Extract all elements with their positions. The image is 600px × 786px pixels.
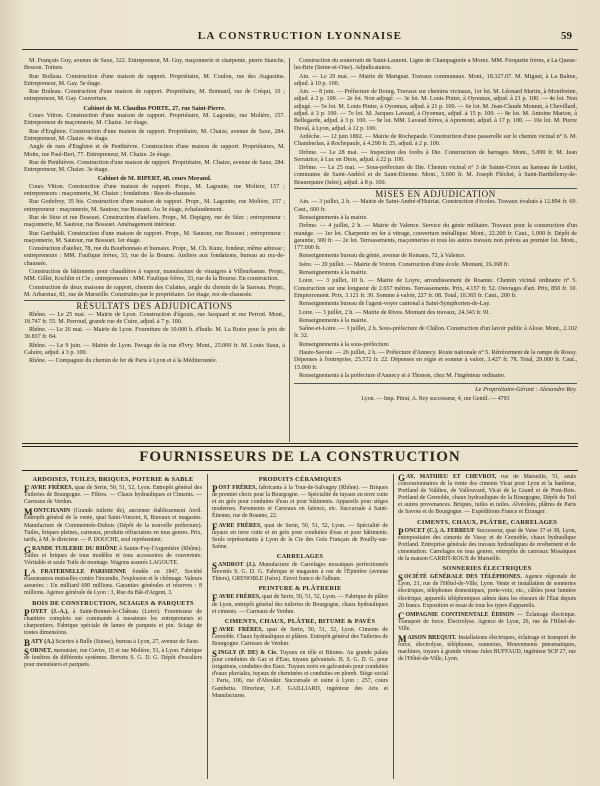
supplier-description: fabricants à la Tour-de-Salvagny (Rhône). — Briques de premier choix pour la Bourgogne. — Spécialité de tuyaux en terre cuite et en grès pour conduites d'eau et pour bâtiments. Appareils pour sièges modernes. Pavements et Carreaux en faïence, etc. Succursale à Saint-Étienne, rue de Roanne, 22. (212, 485, 388, 520)
supplier-listing (398, 474, 576, 517)
supplier-description: quai de Serin, 50, 51, 52, Lyon. Ciments de Grenoble. Chaux hydrauliques et plâtres. Entrepôt général des Tuileries de Bourgogne. Carreaux de Verdun. (212, 626, 388, 647)
suppliers-heading-rule (22, 470, 578, 471)
article-paragraph: Rue Boileau. Construction d'une maison de rapport. Propriétaire, M. Bonnard, rue de Créqui, 10 ; entrepreneur, M. Gay. Couverture. (24, 89, 285, 103)
article-paragraph: Rue Boileau. Construction d'une maison de rapport. Propriétaire, M. Coulon, rue des Augustins. Entrepreneur, M. Gay. 5e étage. (24, 73, 285, 87)
supplier-listing (212, 562, 388, 583)
drop-cap-initial: G (24, 544, 32, 555)
article-paragraph: Ain. — Le 29 mai. — Mairie de Marignat. Travaux communaux. Mont., 18.327.07. M. Miguet, à La Balme, adjud. à 10 p. 100. (294, 73, 577, 87)
supplier-name: AY, MATHIEU ET CHEVROT, (406, 474, 497, 480)
drop-cap-initial: F (212, 593, 218, 604)
supplier-listing (212, 594, 388, 615)
article-paragraph: M. François Guy, avenue de Saxe, 322. Entrepreneur, M. Guy, maçonnerie et charpente, pierre blanche, Besson. Toiture. (24, 58, 285, 72)
supplier-category-heading: SONNERIES ÉLECTRIQUES (442, 565, 532, 573)
article-paragraph: Rhône. — Le 9 juin. — Mairie de Lyon. Pavage de la rue d'Ivry. Mont., 25.000 fr. M. Louis Staut, à Caluire, adjud. à 3 p. 100. (24, 342, 285, 356)
section-heading: MISES EN ADJUDICATION (294, 188, 577, 198)
supplier-description: Successeur, quai de Vaise 37 et 38, Lyon, entrepositaire des ciments de Vassy et de Grenoble, chaux hydraulique Portland. Entreprise générale des travaux hydrauliques de revêtement et de cimentation. Carrelages en tous genres, entrepôts de carreaux Mosaïques de la maison CARRIT-ROUX de Marseille. (398, 527, 576, 563)
supplier-listing (398, 574, 576, 609)
supplier-listing (24, 569, 202, 597)
supplier-description: Scieries à Bulle (Suisse), bureau à Lyon, 27, avenue de Saxe. (55, 638, 200, 645)
article-paragraph: Rue d'Enghien. Construction d'une maison de rapport. Propriétaire, M. Chaize, avenue de Saxe, 284. Entrepreneur, M. Chaize. 4e étage. (24, 128, 285, 142)
supplier-category-heading: ARDOISES, TUILES, BRIQUES, POTERIE & SABLE (32, 476, 194, 483)
suppliers-heading: FOURNISSEURS DE LA CONSTRUCTION (139, 449, 461, 465)
drop-cap-initial: F (212, 625, 218, 636)
supplier-name: AISON BREQUIT. (407, 634, 457, 641)
drop-cap-initial: M (24, 507, 33, 518)
suppliers-column-right (398, 474, 576, 779)
article-paragraph: Renseignements à la mairie. (299, 317, 368, 324)
supplier-listing (24, 546, 202, 567)
supplier-name: OCIÉTÉ GÉNÉRALE DES TÉLÉPHONES. (404, 574, 522, 581)
article-paragraph: Loire. — 3 juillet, 10 h. — Mairie de Loyre, arrondissement de Roanne. Chemin vicinal ordinaire n° 5. Construction sur une longueur de 2.657 mètres. Terrassements. Prix, 4.157 fr. 52. Ouvrages d'art. Prix, 850 fr. 10. Empierrement. Prix, 3.121 fr. 30. Somme à valoir, 227 fr. 08. Total, 10.365 fr. Caut., 200 fr. (294, 278, 577, 299)
article-column-right (294, 58, 577, 438)
supplier-description: Manufacture de Carrelages mosaïques perfectionnés brevetés S. G. D. G. Fabrique et magasins à rue de l'Épinière (avenue Thiers), GRENOBLE (Isère). Envoi franco de l'album. (212, 562, 388, 583)
drop-cap-initial: S (212, 649, 218, 660)
supplier-name: A FRATERNELLE PARISIENNE (31, 569, 127, 576)
supplier-name: ONTCHANIN (33, 508, 71, 515)
supplier-name: INGLY (P. DE) & Cie. (218, 650, 278, 657)
supplier-description: Installations électriques, éclairage et transport de force, électrolyse, téléphones, sonneries, Mouvements pneumatiques, machines, tuyaux à grande vitesse Jules BUFFAUD, ingénieur SCP 27, rue de l'Hôtel-de-Ville, Lyon. (398, 634, 576, 663)
article-paragraph: Cours Vitton. Construction d'une maison de rapport. Propriétaire, M. Lagoutte, rue Molière, 157. Entrepreneur de maçonnerie, M. Chaize. 1er étage. (24, 113, 285, 127)
article-paragraph: Rue Garibaldi. Construction d'une maison de rapport. Propr., M. Sautour, rue Bossuet ; entrepreneur : maçonnerie, M. Sautour, rue Bossuet. 1er étage. (24, 230, 285, 244)
supplier-name: OYET (J.-A.), (30, 608, 69, 615)
supplier-listing (24, 609, 202, 637)
article-paragraph: Ain. — 8 juin. — Préfecture de Bourg. Travaux sur chemins vicinaux, 1er lot. M. Léonard Martin, à Montfreine, adjud. à 2 p. 100. — 2e lot. Non adjugé. — 3e lot. M. Louis Pinier, à Oyonnax, adjud. à 21 p. 100. — 4e lot. Non adjugé. — 5e lot. M. Louis Pinier, à Oyonnax, adjud. à 21 p. 100. — 6e lot. M. Jean-Claude Monnet, à Chevillard, adjud. à 3 p. 100. — 7e lot. M. Jacques Lavaud, à Oyonnax, adjud. à 15 p. 100. — 8e lot. M. Antoine Marion, à Bellegarde, adjud. à 3 p. 100. — 9e lot. MM. Lavaud frères, à Apremont, adjud. à 17 p. 100. — 10e lot. M. Pierre Duval, à Lyon, adjud. à 12 p. 100. (294, 89, 577, 132)
supplier-listing (24, 485, 202, 506)
supplier-description: quai de Serin, 50, 51, 52, Lyon. — Spécialité de tuyaux en terre cuite et en grès pour conduites d'eau et pour bâtiments. Seuls représentants à Lyon de la Cie des Grès Français de Pouilly-sur-Saône. (212, 522, 388, 550)
supplier-listing (212, 627, 388, 648)
supplier-listing (24, 639, 202, 646)
supplier-description: rue de Marseille, 51, seuls concessionnaires de la vente des ciments Vicat pour Lyon et la banlieue, Portland de Valdieu, de Vallouvard, Vicat de la Grand et de Pont-Bois. Portland de Grenoble, chaux hydrauliques de la Bourgogne, Dépôt du Teil et autres provenances. Briques, tuiles et tuiles. Alvéolées, plâtres de Paris de Savoie et de Bourgogne. — Expéditions France et Étranger. (398, 474, 576, 516)
supplier-listing (398, 612, 576, 633)
article-paragraph: Rhône. — Le 26 mai. — Mairie de Lyon. Fourniture de 10.000 h. d'huile. M. La Boire pour le prix de 30.837 fr. 84. (24, 327, 285, 341)
ads-divider-1 (207, 474, 208, 779)
article-paragraph: Rue Godefroy, 35 bis. Construction d'une maison de rapport. Propr., M. Lagoutte, rue Molière, 157 ; entrepreneur : maçonnerie, M. Sautour, rue Bossuet. Au 3e étage, échafaudement. (24, 199, 285, 213)
drop-cap-initial: S (212, 561, 218, 572)
section-rule-thin (22, 446, 578, 447)
page-header (22, 30, 578, 48)
supplier-category-heading: PEINTURE & PLÂTRERIE (258, 585, 342, 593)
article-paragraph: Construction d'atelier, 78, rue du Bourbonnais et bureaux. Propr., M. Ch. Kunz, fondeur, même adresse ; entrepreneurs : MM. Faufique frères, 33, rue de la Bourse. Ateliers aux fondations, bureau au rez-de-chaussée. (24, 246, 285, 267)
article-paragraph: Renseignements bureau du génie, avenue de Romans, 72, à Valence. (299, 253, 466, 260)
supplier-description: menuisier, rue Cuvier, 15 et rue Molière, 53, à Lyon. Fabrique de fenêtres de différents systèmes. Brevets S. G. D. G. Dépôt d'escaliers pour menuisiers et parquets. (24, 648, 202, 669)
supplier-listing (24, 648, 202, 669)
article-paragraph: Construction du souterrain de Saint-Laurent. Ligne de Champagnole à Morez. MM. Forquette frères, à La Queue-les-Brie (Seine-et-Oise). Adjudicataires. (294, 58, 577, 72)
supplier-listing (212, 485, 388, 520)
supplier-listing (398, 635, 576, 663)
article-paragraph: Rue de Penthièvre. Construction d'une maison de rapport. Propriétaire, M. Chaize, avenue de Saxe, 284. Entrepreneur, M. Chaize. 3e étage. (24, 159, 285, 174)
article-paragraph: Ardèche. — 12 juin 1892. — Mairie de Rochepaule. Construction d'une passerelle sur le chemin vicinal n° 6. M. Chamberlan, à Rochepaule, à 4.290 fr. 25, adjud. à 2 p. 100. (294, 133, 577, 148)
article-paragraph: Drôme. — Le 25 mai. — Sous-préfecture de Die. Chemin vicinal n° 3 de Sainte-Croix au hameau de Loület, communes de Saint-Andéol et de Saint-Etienne. Mont., 5.690 fr. M. Joseph Fléchet, à Saint-Barthélemy-de-Beaurepaire (Isère), adjud. à 8 p. 100. (294, 165, 577, 186)
supplier-category-heading: BOIS DE CONSTRUCTION, SCIAGES & PARQUETS (32, 599, 194, 607)
supplier-name: AVRE FRÈRES, (30, 485, 73, 492)
header-rule (22, 49, 578, 50)
supplier-listing (24, 508, 202, 543)
drop-cap-initial: M (398, 633, 407, 644)
supplier-name: AVRE FRÈRES, (218, 626, 263, 633)
supplier-name: ORNET, (30, 648, 52, 655)
supplier-name: RANDE TUILERIE DU RHÔNE (32, 545, 118, 552)
article-paragraph: Drôme. — Le 28 mai. — Inspection des forêts à Die. Construction de barrages. Mont., 5.890 fr. M. Jean Serratrice, à Luc en Diois, adjud. à 22 p. 100. (294, 149, 577, 163)
supplier-category-heading: CIMENTS, CHAUX, PLÂTRE, CARRELAGES (417, 518, 557, 526)
supplier-category-heading: PRODUITS CÉRAMIQUES (258, 476, 342, 483)
page-title: LA CONSTRUCTION LYONNAISE (197, 30, 403, 42)
ads-divider-2 (393, 474, 394, 779)
supplier-name: AVRE FRÈRES, (218, 522, 262, 529)
cabinet-heading: Cabinet de M. Claudius PORTE, 27, rue Saint-Pierre. (83, 104, 226, 112)
supplier-name: ATY (A.) (31, 638, 54, 645)
supplier-listing (212, 650, 388, 700)
supplier-name: ANDROT (J.). (218, 562, 257, 569)
article-paragraph: Rhône. — Le 25 mai. — Mairie de Lyon. Construction d'égouts, rue Jacquard et rue Perrod. Mont., 18.747 fr. 55. M. Perroud, grande rue de Cuire, adjud. à 7 p. 100. (24, 311, 285, 325)
drop-cap-initial: P (398, 526, 404, 537)
suppliers-column-middle (212, 474, 388, 779)
drop-cap-initial: L (24, 568, 31, 579)
supplier-listing (212, 523, 388, 551)
article-paragraph: Haute-Savoie. — 26 juillet, 2 h. — Préfecture d'Annecy. Route nationale n° 5. Rétrécement de la rampe de Rossy. Dépenses à l'entreprise, 25.572 fr. 22. Dépenses en régie et somme à valoir, 3.427 fr. 78. Total, 29.000 fr. Caut., 15.000 fr. (294, 349, 577, 371)
suppliers-column-left (24, 474, 202, 779)
section-heading: RÉSULTATS DES ADJUDICATIONS (24, 300, 285, 310)
article-paragraph: Drôme. — 4 juillet, 2 h. — Mairie de Valence. Service du génie militaire. Travaux pour la construction d'un manège. — 1er lot. Charpente en fer à vitrage, couverture métallique. Mont., 22.200 fr. Caut., 1.000 fr. Dépôt de garantie, 300 fr. — 2e lot. Terrassements, maçonneries et tous les autres travaux non prévus au premier lot. Mont., 177.000 fr. (294, 223, 577, 252)
drop-cap-initial: S (24, 647, 30, 658)
article-paragraph: Renseignements bureau de l'agent-voyer cantonal à Saint-Symphorien-de-Lay. (299, 301, 491, 308)
printer-line: Lyon. — Imp. Pitrat, A. Rey successeur, 4, rue Gentil. — 4793 (361, 396, 510, 403)
publisher-signature: Le Propriétaire-Gérant : Alexandre Rey. (294, 383, 577, 393)
article-paragraph: Construction de bâtiments pour chaudières à vapeur, manufacture de vinaigres à Villeurbanne. Propr., MM. Gillet, Kochlin et Cie ; entrepreneurs : MM. Faufique frères, 33, rue de la Bourse. En construction. (24, 269, 285, 283)
article-paragraph: Rue de Sèze et rue Bossuet. Construction d'ateliers. Propr., M. Depigny, rue de Sèze ; entrepreneur : maçonnerie, M. Sautour, rue Bossuet. Aménagement intérieur. (24, 214, 285, 229)
column-divider (289, 58, 290, 442)
supplier-category-heading: CIMENTS, CHAUX, PLÂTRE, BITUME & PAVÉS (224, 617, 376, 625)
article-paragraph: Loire. — 3 juillet, 2 h. — Mairie de Rives. Montant des travaux, 24.343 fr. 91. (299, 309, 491, 316)
article-paragraph: Renseignements à la mairie. (299, 214, 368, 221)
drop-cap-initial: G (398, 474, 406, 483)
article-paragraph: Rhône. — Compagnie du chemin de fer de Paris à Lyon et à la Méditerranée. (29, 358, 218, 365)
drop-cap-initial: B (24, 637, 31, 648)
supplier-description: à Sainte-Foy-l'Argentière (Rhône). Tuiles et briques de tous modèles et tous accessoires de couverture. Véritable et seule Tuile de montage. Wagons assurés LAGOUTE. (24, 545, 202, 567)
supplier-description: — Éclairage électrique. Transport de force. Électrolyse. Agence de Lyon, 26, rue de l'Hôtel-de-Ville. (398, 611, 576, 632)
drop-cap-initial: S (398, 573, 404, 584)
article-paragraph: Renseignements à la sous-préfecture. (299, 341, 390, 348)
supplier-name: AVRE FRÈRES, (218, 594, 261, 601)
supplier-description: à Saint-Bonnet-le-Château (Loire). Fournisseur de chantiers complets sur commande à messieurs les entrepreneurs et charpentiers. Fabrique spéciale de lames de parquets et pin. Sciage de toutes dimensions. (24, 608, 202, 636)
article-column-right-body (294, 58, 577, 380)
cabinet-heading: Cabinet de M. RIPERT, 48, cours Morand. (97, 175, 212, 183)
supplier-listing (398, 528, 576, 563)
article-paragraph: Cours Vitton. Construction d'une maison de rapport. Propr., M. Lagoutte, rue Molière, 157 ; entrepreneurs : maçonnerie, M. Chaize ; fondations : Rez-de-chaussée. (24, 183, 285, 198)
supplier-description: Agence régionale de Lyon, 21, rue de l'Hôtel-de-Ville, Lyon. Vente et installation de sonneries électriques, téléphones domestiques, porte-voix, etc., câbles pour lumière électrique, appareils téléphoniques admis dans les réseaux de l'État depuis 20 francs. Exposition et essai de tous les types d'appareils. (398, 574, 576, 609)
supplier-category-heading: CARRELAGES (276, 552, 324, 560)
supplier-description: quai de Serin, 50, 51, 52, Lyon. — Fabrique de plâtre de Lyon, entrepôt général des tuileries de Bourgogne, chaux hydrauliques et ciments. — Carreaux de Verdun. (212, 594, 388, 615)
supplier-name: ONCET (C.), A. FERBEUF (404, 527, 475, 534)
article-paragraph: Renseignements à la préfecture d'Annecy et à Thonon, chez M. l'ingénieur ordinaire. (299, 372, 506, 379)
supplier-description: quai de Serin, 50, 51, 52, Lyon. Entrepôt général des Tuileries de Bourgogne. — Filtres. — Chaux hydrauliques et Ciments. — Carreaux de Verdun. (24, 485, 202, 506)
supplier-name: OMPAGNIE CONTINENTALE ÉDISON (405, 611, 515, 618)
article-paragraph: Angle de rues d'Enghien et de Penthièvre. Construction d'une maison de rapport. Propriétaires, M. Motte, rue Paul-Bert, 77. Entrepreneur, M. Chaize. 2e étage. (24, 144, 285, 158)
article-column-left (24, 58, 285, 438)
section-rule-thick (22, 443, 578, 444)
drop-cap-initial: F (24, 484, 30, 495)
drop-cap-initial: F (212, 521, 218, 532)
article-paragraph: Isère. — 20 juillet. — Mairie de Voiron. Construction d'une école. Montant, 16.368 fr. (299, 261, 510, 268)
supplier-name: OST FRÈRES, (218, 485, 257, 492)
article-paragraph: Ain. — 3 juillet, 2 h. — Mairie de Saint-André-d'Huiriat. Construction d'écoles. Travaux évalués à 12.894 fr. 69. Caut., 600 fr. (294, 199, 577, 213)
page-number: 59 (561, 30, 572, 42)
supplier-description: fondée en 1847, Société d'assurances mutuelles contre l'incendie, l'explosion et le chômage. Valeurs assurées : Un milliard 600 millions. Garanties générales et réserves : 8 millions. Agence générale de Lyon : 3, Rue du Bât-d'Argent, 3. (24, 569, 202, 597)
supplier-description: Tuyaux en tôle et Bitume. Au grande palais pour conduites de Gaz et d'Eau, tuyaux galvanisés. B. S. G. D. G. pour irrigations, conduites des Eaux. Tuyaux noirs en galvanisés pour conduites d'eaux pluviales, tuyaux de cheminées et conduites en plomb. Siège social : Paris, 106, rue d'Aboukir. Succursale et usine à Lyon : 257, cours Gambetta. Directeur, J.-E. GAILLIARD, ingénieur des Arts et Manufactures. (212, 650, 388, 699)
article-paragraph: Construction de deux maisons de rapport, chemin des Culattes, angle du chemin de la Sarreau. Propr., M. Arbaretaz, 81, rue de Marseille. Construites par le propriétaire. 1er étage, rez-de-chaussée. (24, 284, 285, 298)
drop-cap-initial: P (24, 607, 30, 618)
drop-cap-initial: P (212, 484, 218, 495)
article-paragraph: Renseignements à la mairie. (299, 270, 368, 277)
drop-cap-initial: C (398, 610, 405, 621)
article-paragraph: Saône-et-Loire. — 3 juillet, 2 h. Sous-préfecture de Châlon. Construction d'un lavoir public à Alose. Mont., 2.102 fr. 32. (294, 326, 577, 340)
supplier-description: (Grande tuilerie de), ancienne établissement Avril. Entrepôt général de la vente, quai Saint-Vincent, 8, Bureaux et magasins. Manufacture de Commentrée-Dubois (Dépôt de la nouvelle préfecture). Tuiles, briques pleines, carreaux, produits réfractaires en tous genres. Prix, tarifs, à M. le directeur. — P. DOUCHE, seul représentant. (24, 508, 202, 543)
